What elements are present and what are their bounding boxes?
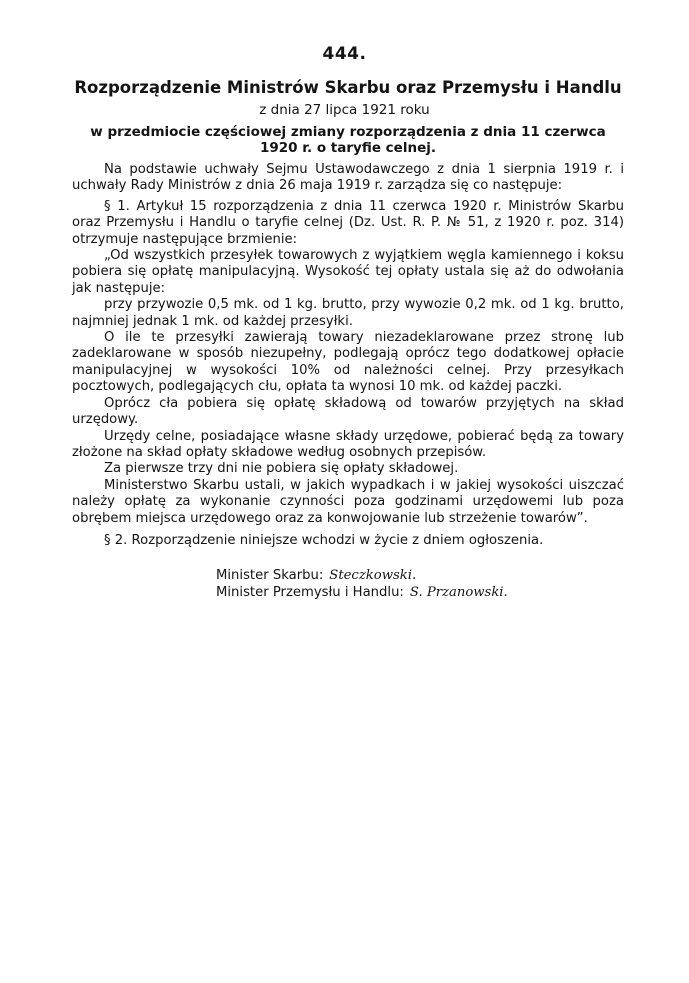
preamble-paragraph: Na podstawie uchwały Sejmu Ustawodawczego z dnia 1 sierpnia 1919 r. i uchwały Rady Ministrów z dnia 26 maja 1919 r. zarządza się co następuje: <box>72 162 624 194</box>
document-title: Rozporządzenie Ministrów Skarbu oraz Przemysłu i Handlu <box>74 78 622 97</box>
storage-fee-paragraph: Oprócz cła pobiera się opłatę składową od towarów przyjętych na skład urzędowy. <box>72 395 624 428</box>
subject-line: w przedmiocie częściowej zmiany rozporządzenia z dnia 11 czerwca 1920 r. o taryfie celnej. <box>90 124 606 156</box>
rates-paragraph: przy przywozie 0,5 mk. od 1 kg. brutto, przy wywozie 0,2 mk. od 1 kg. brutto, najmniej jednak 1 mk. od każdej przesyłki. <box>72 297 624 329</box>
section-2-paragraph: § 2. Rozporządzenie niniejsze wchodzi w życie z dniem ogłoszenia. <box>104 532 544 548</box>
signature-line <box>216 585 508 600</box>
signature-role: Minister Skarbu: <box>216 568 324 583</box>
signature-name: Steczkowski. <box>329 568 417 583</box>
signature-role: Minister Przemysłu i Handlu: <box>216 585 404 600</box>
document-number: 444. <box>322 44 367 64</box>
ministry-paragraph: Ministerstwo Skarbu ustali, w jakich wypadkach i w jakiej wysokości uiszczać należy opłatę za wykonanie czynności poza godzinami urzędowemi lub poza obrębem miejsca urzędowego oraz za konwojowanie lub strzeżenie towarów”. <box>72 477 624 526</box>
signature-name: S. Przanowski. <box>409 585 508 600</box>
quoted-paragraph: „Od wszystkich przesyłek towarowych z wyjątkiem węgla kamiennego i koksu pobiera się opłatę manipulacyjną. Wysokość tej opłaty ustala się aż do odwołania jak następuje: <box>72 248 624 296</box>
undeclared-goods-paragraph: O ile te przesyłki zawierają towary niezadeklarowane przez stronę lub zadeklarowane w sposób niezupełny, podlegają oprócz tego dodatkowej opłacie manipulacyjnej w wysokości 10% od należności celnej. Przy przesyłkach pocztowych, podlegających cłu, opłata ta wynosi 10 mk. od każdej paczki. <box>72 330 624 395</box>
document-body <box>72 162 624 549</box>
date-line: z dnia 27 lipca 1921 roku <box>259 102 430 118</box>
signature-line <box>216 568 416 583</box>
section-1-paragraph: § 1. Artykuł 15 rozporządzenia z dnia 11 czerwca 1920 r. Ministrów Skarbu oraz Przemysłu i Handlu o taryfie celnej (Dz. Ust. R. P. № 51, z 1920 r. poz. 314) otrzymuje następujące brzmienie: <box>72 198 624 247</box>
three-days-paragraph: Za pierwsze trzy dni nie pobiera się opłaty składowej. <box>104 461 459 477</box>
customs-offices-paragraph: Urzędy celne, posiadające własne składy urzędowe, pobierać będą za towary złożone na skład opłaty składowe według osobnych przepisów. <box>72 428 624 460</box>
